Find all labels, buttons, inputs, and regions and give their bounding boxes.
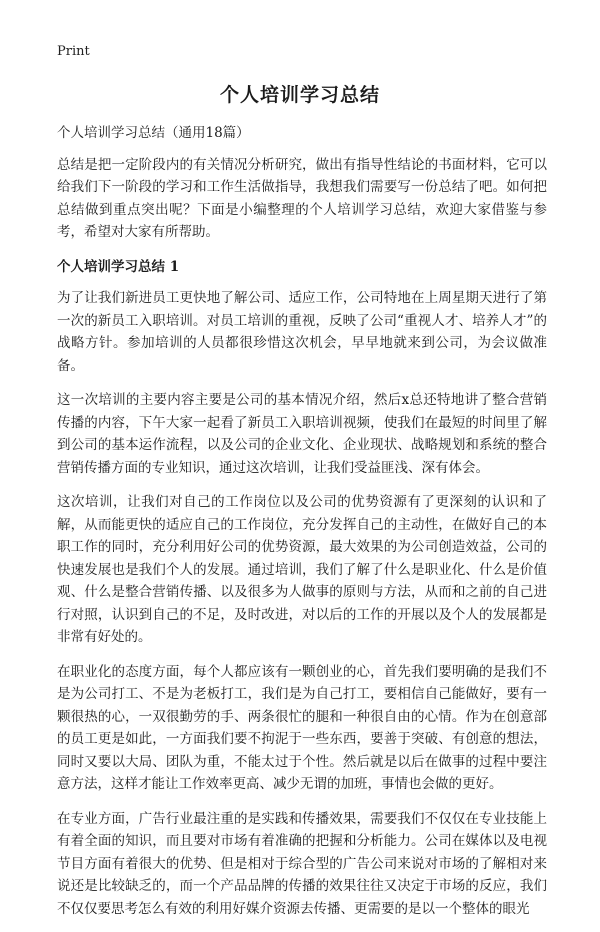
body-paragraph: 在职业化的态度方面，每个人都应该有一颗创业的心，首先我们要明确的是我们不是为公司打工、不是为老板打工，我们是为自己打工，要相信自己能做好，要有一颗很热的心，一双很勤劳的手、两条很忙的腿和一种很自由的心情。作为在创意部的员工更是如此，一方面我们要不拘泥于一些东西，要善于突破、有创意的想法，同时又要以大局、团队为重，不能太过于个性。然后就是以后在做事的过程中要注意方法，这样才能让工作效率更高、减少无谓的加班，事情也会做的更好。 xyxy=(57,663,547,792)
body-paragraph: 这一次培训的主要内容主要是公司的基本情况介绍，然后x总还特地讲了整合营销传播的内容，下午大家一起看了新员工入职培训视频，使我们在最短的时间里了解到公司的基本运作流程，以及公司的企业文化、企业现状、战略规划和系统的整合营销传播方面的专业知识，通过这次培训，让我们受益匪浅、深有体会。 xyxy=(57,392,547,476)
body-paragraph: 为了让我们新进员工更快地了解公司、适应工作，公司特地在上周星期天进行了第一次的新员工入职培训。对员工培训的重视，反映了公司“重视人才、培养人才”的战略方针。参加培训的人员都很珍惜这次机会，早早地就来到公司，为会议做准备。 xyxy=(57,290,547,374)
body-paragraph: 这次培训，让我们对自己的工作岗位以及公司的优势资源有了更深刻的认识和了解，从而能更快的适应自己的工作岗位，充分发挥自己的主动性，在做好自己的本职工作的同时，充分利用好公司的优势资源，最大效果的为公司创造效益，公司的快速发展也是我们个人的发展。通过培训，我们了解了什么是职业化、什么是价值观、什么是整合营销传播、以及很多为人做事的原则与方法，从而和之前的自己进行对照，认识到自己的不足，及时改进，对以后的工作的开展以及个人的发展都是非常有好处的。 xyxy=(57,494,547,645)
article-body xyxy=(57,122,547,932)
article-subtitle: 个人培训学习总结（通用18篇） xyxy=(57,125,250,141)
section-heading: 个人培训学习总结 1 xyxy=(57,258,180,275)
page-title: 个人培训学习总结 xyxy=(219,84,380,106)
print-link[interactable]: Print xyxy=(57,44,90,59)
body-paragraph: 在专业方面，广告行业最注重的是实践和传播效果，需要我们不仅仅在专业技能上有着全面的知识，而且要对市场有着准确的把握和分析能力。公司在媒体以及电视节目方面有着很大的优势、但是相对于综合型的广告公司来说对市场的了解相对来说还是比较缺乏的，而一个产品品牌的传播的效果往往又决定于市场的反应，我们不仅仅要思考怎么有效的利用好媒介资源去传播、更需要的是以一个整体的眼光 xyxy=(57,810,547,917)
intro-paragraph: 总结是把一定阶段内的有关情况分析研究，做出有指导性结论的书面材料，它可以给我们下一阶段的学习和工作生活做指导，我想我们需要写一份总结了吧。如何把总结做到重点突出呢？下面是小编整理的个人培训学习总结，欢迎大家借鉴与参考，希望对大家有所帮助。 xyxy=(57,156,547,240)
